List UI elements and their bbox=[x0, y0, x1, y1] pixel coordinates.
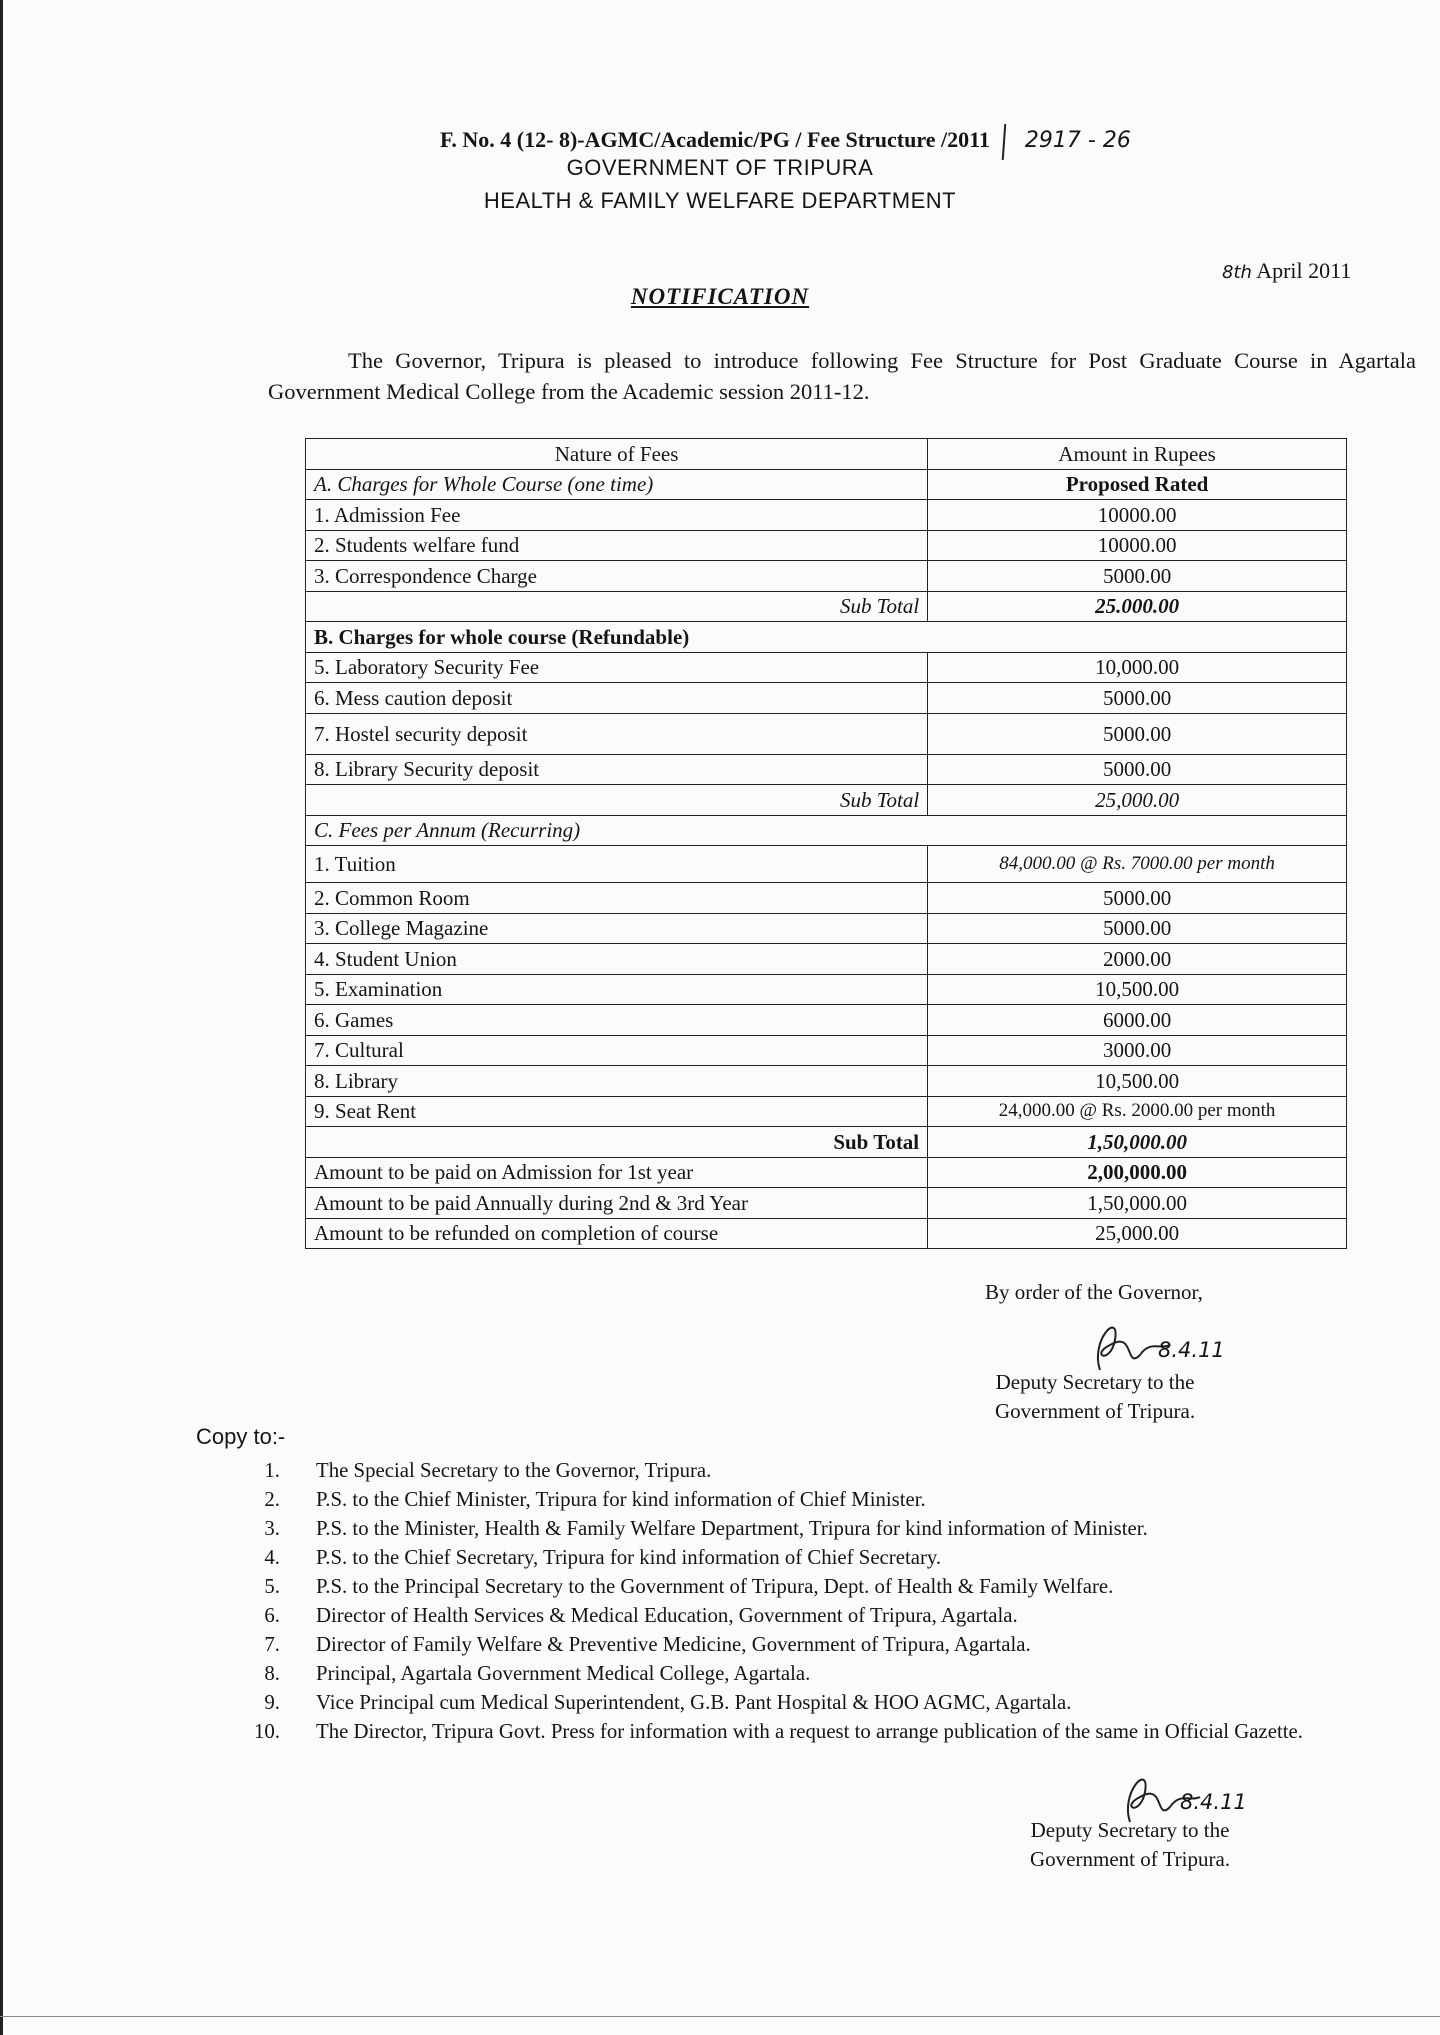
table-row bbox=[306, 974, 1347, 1005]
summary-row bbox=[306, 1157, 1347, 1188]
fee-label: 7. Cultural bbox=[306, 1035, 928, 1066]
list-item bbox=[240, 1717, 1316, 1746]
fee-label: 2. Students welfare fund bbox=[306, 530, 928, 561]
table-row bbox=[306, 846, 1347, 883]
list-number: 9. bbox=[264, 1691, 280, 1714]
table-row bbox=[306, 913, 1347, 944]
list-text: Director of Health Services & Medical Education, Government of Tripura, Agartala. bbox=[316, 1604, 1018, 1627]
fee-structure-table bbox=[305, 438, 1347, 1249]
date-day-handwritten: 8th bbox=[1222, 262, 1252, 283]
list-number: 3. bbox=[264, 1517, 280, 1540]
copy-to-heading: Copy to:- bbox=[196, 1424, 286, 1449]
fee-amount: 3000.00 bbox=[928, 1035, 1347, 1066]
subtotal-amount: 25,000.00 bbox=[928, 785, 1347, 816]
table-row bbox=[306, 754, 1347, 785]
list-number: 4. bbox=[264, 1546, 280, 1569]
list-text: P.S. to the Minister, Health & Family Welfare Department, Tripura for kind information of Minister. bbox=[316, 1517, 1148, 1540]
summary-label: Amount to be paid on Admission for 1st year bbox=[306, 1157, 928, 1188]
handwritten-ref: 2917 - 26 bbox=[1024, 128, 1131, 154]
government-name: GOVERNMENT OF TRIPURA bbox=[566, 155, 874, 180]
list-item bbox=[240, 1601, 1420, 1630]
by-order-text: By order of the Governor, bbox=[985, 1280, 1203, 1304]
fee-amount: 24,000.00 @ Rs. 2000.00 per month bbox=[928, 1096, 1347, 1127]
section-b-heading: B. Charges for whole course (Refundable) bbox=[306, 622, 1347, 653]
fee-amount: 5000.00 bbox=[928, 683, 1347, 714]
fee-amount: 10,500.00 bbox=[928, 974, 1347, 1005]
signature-date-1: 8.4.11 bbox=[1158, 1338, 1225, 1362]
table-row bbox=[306, 1096, 1347, 1127]
list-text: The Director, Tripura Govt. Press for information with a request to arrange publication of the same in Official Gazette. bbox=[316, 1720, 1303, 1743]
list-text: The Special Secretary to the Governor, Tripura. bbox=[316, 1459, 712, 1482]
table-row bbox=[306, 1035, 1347, 1066]
fee-amount: 6000.00 bbox=[928, 1005, 1347, 1036]
subtotal-label: Sub Total bbox=[306, 785, 928, 816]
fee-label: 4. Student Union bbox=[306, 944, 928, 975]
table-row bbox=[306, 652, 1347, 683]
signatory-title: Deputy Secretary to the bbox=[995, 1370, 1195, 1394]
proposed-rated-label: Proposed Rated bbox=[928, 469, 1347, 500]
signatory-govt: Government of Tripura. bbox=[995, 1399, 1196, 1423]
list-item bbox=[240, 1543, 1420, 1572]
fee-amount: 5000.00 bbox=[928, 913, 1347, 944]
fee-label: 5. Laboratory Security Fee bbox=[306, 652, 928, 683]
section-c-row bbox=[306, 815, 1347, 846]
summary-amount: 1,50,000.00 bbox=[928, 1188, 1347, 1219]
summary-row bbox=[306, 1218, 1347, 1249]
table-row bbox=[306, 944, 1347, 975]
fee-label: 1. Admission Fee bbox=[306, 500, 928, 531]
notification-date bbox=[1222, 258, 1351, 284]
section-a-heading: A. Charges for Whole Course (one time) bbox=[306, 469, 928, 500]
list-text: P.S. to the Chief Secretary, Tripura for kind information of Chief Secretary. bbox=[316, 1546, 942, 1569]
summary-label: Amount to be refunded on completion of course bbox=[306, 1218, 928, 1249]
fee-label: 3. College Magazine bbox=[306, 913, 928, 944]
table-row bbox=[306, 683, 1347, 714]
summary-row bbox=[306, 1188, 1347, 1219]
list-text: P.S. to the Principal Secretary to the Government of Tripura, Dept. of Health & Family Welfare. bbox=[316, 1575, 1114, 1598]
fee-amount: 5000.00 bbox=[928, 883, 1347, 914]
fee-amount: 5000.00 bbox=[928, 754, 1347, 785]
fee-amount: 5000.00 bbox=[928, 561, 1347, 592]
fee-amount: 84,000.00 @ Rs. 7000.00 per month bbox=[928, 846, 1347, 883]
table-row bbox=[306, 1066, 1347, 1097]
fee-label: 6. Mess caution deposit bbox=[306, 683, 928, 714]
list-item bbox=[240, 1572, 1420, 1601]
summary-amount: 25,000.00 bbox=[928, 1218, 1347, 1249]
list-item bbox=[240, 1514, 1420, 1543]
scan-bottom-edge bbox=[0, 2016, 1440, 2017]
table-header-row bbox=[306, 439, 1347, 470]
fee-label: 8. Library Security deposit bbox=[306, 754, 928, 785]
date-month-year: April 2011 bbox=[1256, 258, 1352, 283]
subtotal-label: Sub Total bbox=[306, 591, 928, 622]
department-name: HEALTH & FAMILY WELFARE DEPARTMENT bbox=[483, 188, 957, 213]
list-number: 2. bbox=[264, 1488, 280, 1511]
list-number: 5. bbox=[264, 1575, 280, 1598]
list-item bbox=[240, 1630, 1420, 1659]
list-text: Vice Principal cum Medical Superintendent, G.B. Pant Hospital & HOO AGMC, Agartala. bbox=[316, 1691, 1072, 1714]
fee-label: 6. Games bbox=[306, 1005, 928, 1036]
table-row bbox=[306, 530, 1347, 561]
fee-amount: 10,000.00 bbox=[928, 652, 1347, 683]
fee-label: 7. Hostel security deposit bbox=[306, 713, 928, 754]
list-number: 10. bbox=[254, 1720, 280, 1743]
notification-title: NOTIFICATION bbox=[630, 284, 810, 309]
section-c-heading: C. Fees per Annum (Recurring) bbox=[306, 815, 1347, 846]
list-text: Director of Family Welfare & Preventive Medicine, Government of Tripura, Agartala. bbox=[316, 1633, 1031, 1656]
list-item bbox=[240, 1485, 1420, 1514]
fee-label: 8. Library bbox=[306, 1066, 928, 1097]
subtotal-label: Sub Total bbox=[306, 1127, 928, 1158]
col-nature-header: Nature of Fees bbox=[306, 439, 928, 470]
subtotal-row bbox=[306, 785, 1347, 816]
signatory-title: Deputy Secretary to the bbox=[1030, 1818, 1230, 1842]
table-row bbox=[306, 883, 1347, 914]
fee-amount: 10000.00 bbox=[928, 530, 1347, 561]
signatory-block-1 bbox=[995, 1368, 1195, 1426]
fee-label: 5. Examination bbox=[306, 974, 928, 1005]
summary-label: Amount to be paid Annually during 2nd & 3rd Year bbox=[306, 1188, 928, 1219]
fee-amount: 10000.00 bbox=[928, 500, 1347, 531]
table-row bbox=[306, 713, 1347, 754]
list-item bbox=[240, 1659, 1420, 1688]
fee-label: 2. Common Room bbox=[306, 883, 928, 914]
fee-label: 3. Correspondence Charge bbox=[306, 561, 928, 592]
intro-paragraph: The Governor, Tripura is pleased to introduce following Fee Structure for Post Graduate Course in Agartala Government Medical College from the Academic session 2011-12. bbox=[268, 348, 1416, 404]
table-row bbox=[306, 1005, 1347, 1036]
table-row bbox=[306, 500, 1347, 531]
fee-label: 9. Seat Rent bbox=[306, 1096, 928, 1127]
fee-amount: 2000.00 bbox=[928, 944, 1347, 975]
signatory-govt: Government of Tripura. bbox=[1030, 1847, 1231, 1871]
section-a-row bbox=[306, 469, 1347, 500]
list-number: 1. bbox=[264, 1459, 280, 1482]
col-amount-header: Amount in Rupees bbox=[928, 439, 1347, 470]
list-text: P.S. to the Chief Minister, Tripura for kind information of Chief Minister. bbox=[316, 1488, 926, 1511]
copy-to-list bbox=[240, 1456, 1420, 1746]
list-item bbox=[240, 1456, 1420, 1485]
fee-label: 1. Tuition bbox=[306, 846, 928, 883]
subtotal-row bbox=[306, 1127, 1347, 1158]
subtotal-row bbox=[306, 591, 1347, 622]
subtotal-amount: 25.000.00 bbox=[928, 591, 1347, 622]
fee-amount: 5000.00 bbox=[928, 713, 1347, 754]
list-number: 8. bbox=[264, 1662, 280, 1685]
table-row bbox=[306, 561, 1347, 592]
file-number-text: F. No. 4 (12- 8)-AGMC/Academic/PG / Fee Structure /2011 bbox=[440, 127, 990, 153]
list-text: Principal, Agartala Government Medical College, Agartala. bbox=[316, 1662, 811, 1685]
list-number: 6. bbox=[264, 1604, 280, 1627]
summary-amount: 2,00,000.00 bbox=[928, 1157, 1347, 1188]
list-number: 7. bbox=[264, 1633, 280, 1656]
signatory-block-2 bbox=[1030, 1816, 1230, 1874]
fee-amount: 10,500.00 bbox=[928, 1066, 1347, 1097]
subtotal-amount: 1,50,000.00 bbox=[928, 1127, 1347, 1158]
signature-date-2: 8.4.11 bbox=[1180, 1790, 1247, 1814]
section-b-row bbox=[306, 622, 1347, 653]
list-item bbox=[240, 1688, 1420, 1717]
